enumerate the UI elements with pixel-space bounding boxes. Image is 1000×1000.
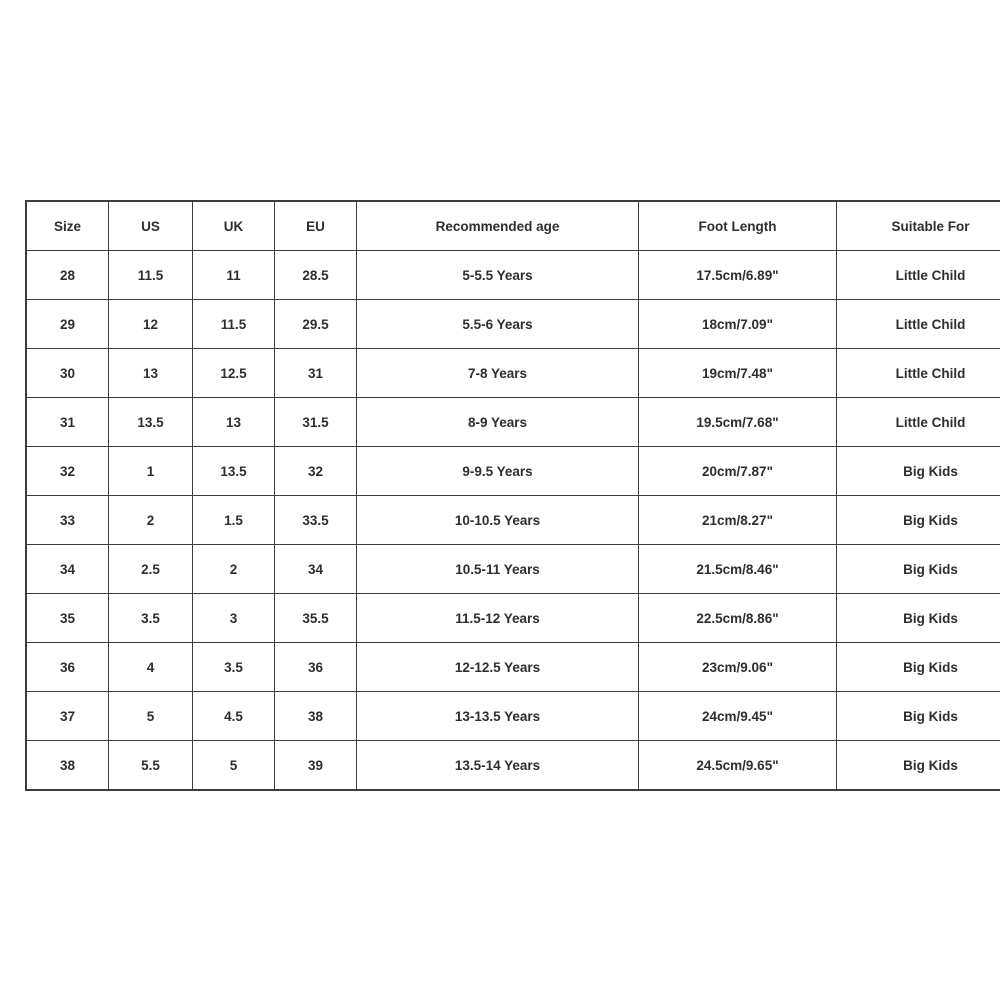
table-row	[26, 349, 1000, 398]
table-cell: 18cm/7.09"	[639, 300, 837, 349]
table-cell: 28.5	[275, 251, 357, 300]
table-cell: 21.5cm/8.46"	[639, 545, 837, 594]
table-cell: 13-13.5 Years	[357, 692, 639, 741]
table-cell: Little Child	[837, 349, 1000, 398]
table-cell: 29.5	[275, 300, 357, 349]
table-cell: 5-5.5 Years	[357, 251, 639, 300]
table-cell: 11.5-12 Years	[357, 594, 639, 643]
table-cell: 17.5cm/6.89"	[639, 251, 837, 300]
table-cell: 23cm/9.06"	[639, 643, 837, 692]
table-cell: 4	[109, 643, 193, 692]
table-row	[26, 300, 1000, 349]
table-cell: 39	[275, 741, 357, 791]
table-cell: 31	[275, 349, 357, 398]
table-cell: 33.5	[275, 496, 357, 545]
table-cell: 11.5	[109, 251, 193, 300]
table-cell: 34	[275, 545, 357, 594]
table-cell: Little Child	[837, 251, 1000, 300]
table-cell: 2.5	[109, 545, 193, 594]
table-cell: 5	[193, 741, 275, 791]
table-cell: 5	[109, 692, 193, 741]
table-cell: 35	[26, 594, 109, 643]
size-chart-table	[25, 200, 1000, 791]
table-cell: 20cm/7.87"	[639, 447, 837, 496]
table-row	[26, 251, 1000, 300]
table-cell: 10.5-11 Years	[357, 545, 639, 594]
table-cell: 5.5-6 Years	[357, 300, 639, 349]
table-cell: 33	[26, 496, 109, 545]
table-cell: 35.5	[275, 594, 357, 643]
table-cell: 24cm/9.45"	[639, 692, 837, 741]
table-row	[26, 545, 1000, 594]
header-row	[26, 201, 1000, 251]
table-cell: 12.5	[193, 349, 275, 398]
table-cell: Little Child	[837, 398, 1000, 447]
table-cell: 13	[193, 398, 275, 447]
table-cell: 21cm/8.27"	[639, 496, 837, 545]
table-cell: Big Kids	[837, 643, 1000, 692]
column-header-suitable-for: Suitable For	[837, 201, 1000, 251]
table-cell: 7-8 Years	[357, 349, 639, 398]
table-cell: 10-10.5 Years	[357, 496, 639, 545]
table-body	[26, 251, 1000, 791]
table-cell: Big Kids	[837, 594, 1000, 643]
table-cell: 24.5cm/9.65"	[639, 741, 837, 791]
table-row	[26, 447, 1000, 496]
table-cell: 30	[26, 349, 109, 398]
table-cell: 36	[26, 643, 109, 692]
table-cell: 4.5	[193, 692, 275, 741]
table-cell: Little Child	[837, 300, 1000, 349]
table-header	[26, 201, 1000, 251]
table-cell: 2	[109, 496, 193, 545]
table-cell: 11.5	[193, 300, 275, 349]
table-cell: 3	[193, 594, 275, 643]
table-row	[26, 692, 1000, 741]
table-row	[26, 496, 1000, 545]
table-cell: 32	[26, 447, 109, 496]
table-cell: 31	[26, 398, 109, 447]
table-cell: 1	[109, 447, 193, 496]
table-cell: Big Kids	[837, 741, 1000, 791]
table-cell: 1.5	[193, 496, 275, 545]
table-cell: 12	[109, 300, 193, 349]
column-header-eu: EU	[275, 201, 357, 251]
table-cell: 5.5	[109, 741, 193, 791]
table-row	[26, 741, 1000, 791]
table-cell: Big Kids	[837, 692, 1000, 741]
table-cell: 8-9 Years	[357, 398, 639, 447]
table-cell: 32	[275, 447, 357, 496]
table-cell: 29	[26, 300, 109, 349]
table-cell: 19cm/7.48"	[639, 349, 837, 398]
table-cell: 2	[193, 545, 275, 594]
column-header-size: Size	[26, 201, 109, 251]
column-header-us: US	[109, 201, 193, 251]
table-row	[26, 643, 1000, 692]
column-header-recommended-age: Recommended age	[357, 201, 639, 251]
table-cell: 11	[193, 251, 275, 300]
table-cell: Big Kids	[837, 545, 1000, 594]
table-cell: 3.5	[109, 594, 193, 643]
table-row	[26, 594, 1000, 643]
table-cell: Big Kids	[837, 447, 1000, 496]
table-cell: Big Kids	[837, 496, 1000, 545]
size-chart	[25, 200, 974, 791]
table-cell: 31.5	[275, 398, 357, 447]
table-cell: 37	[26, 692, 109, 741]
table-cell: 13.5	[193, 447, 275, 496]
table-cell: 28	[26, 251, 109, 300]
table-cell: 13	[109, 349, 193, 398]
table-cell: 9-9.5 Years	[357, 447, 639, 496]
table-row	[26, 398, 1000, 447]
table-cell: 3.5	[193, 643, 275, 692]
table-cell: 36	[275, 643, 357, 692]
table-cell: 22.5cm/8.86"	[639, 594, 837, 643]
table-cell: 12-12.5 Years	[357, 643, 639, 692]
table-cell: 38	[26, 741, 109, 791]
table-cell: 13.5-14 Years	[357, 741, 639, 791]
table-cell: 19.5cm/7.68"	[639, 398, 837, 447]
table-cell: 34	[26, 545, 109, 594]
column-header-uk: UK	[193, 201, 275, 251]
table-cell: 38	[275, 692, 357, 741]
column-header-foot-length: Foot Length	[639, 201, 837, 251]
table-cell: 13.5	[109, 398, 193, 447]
